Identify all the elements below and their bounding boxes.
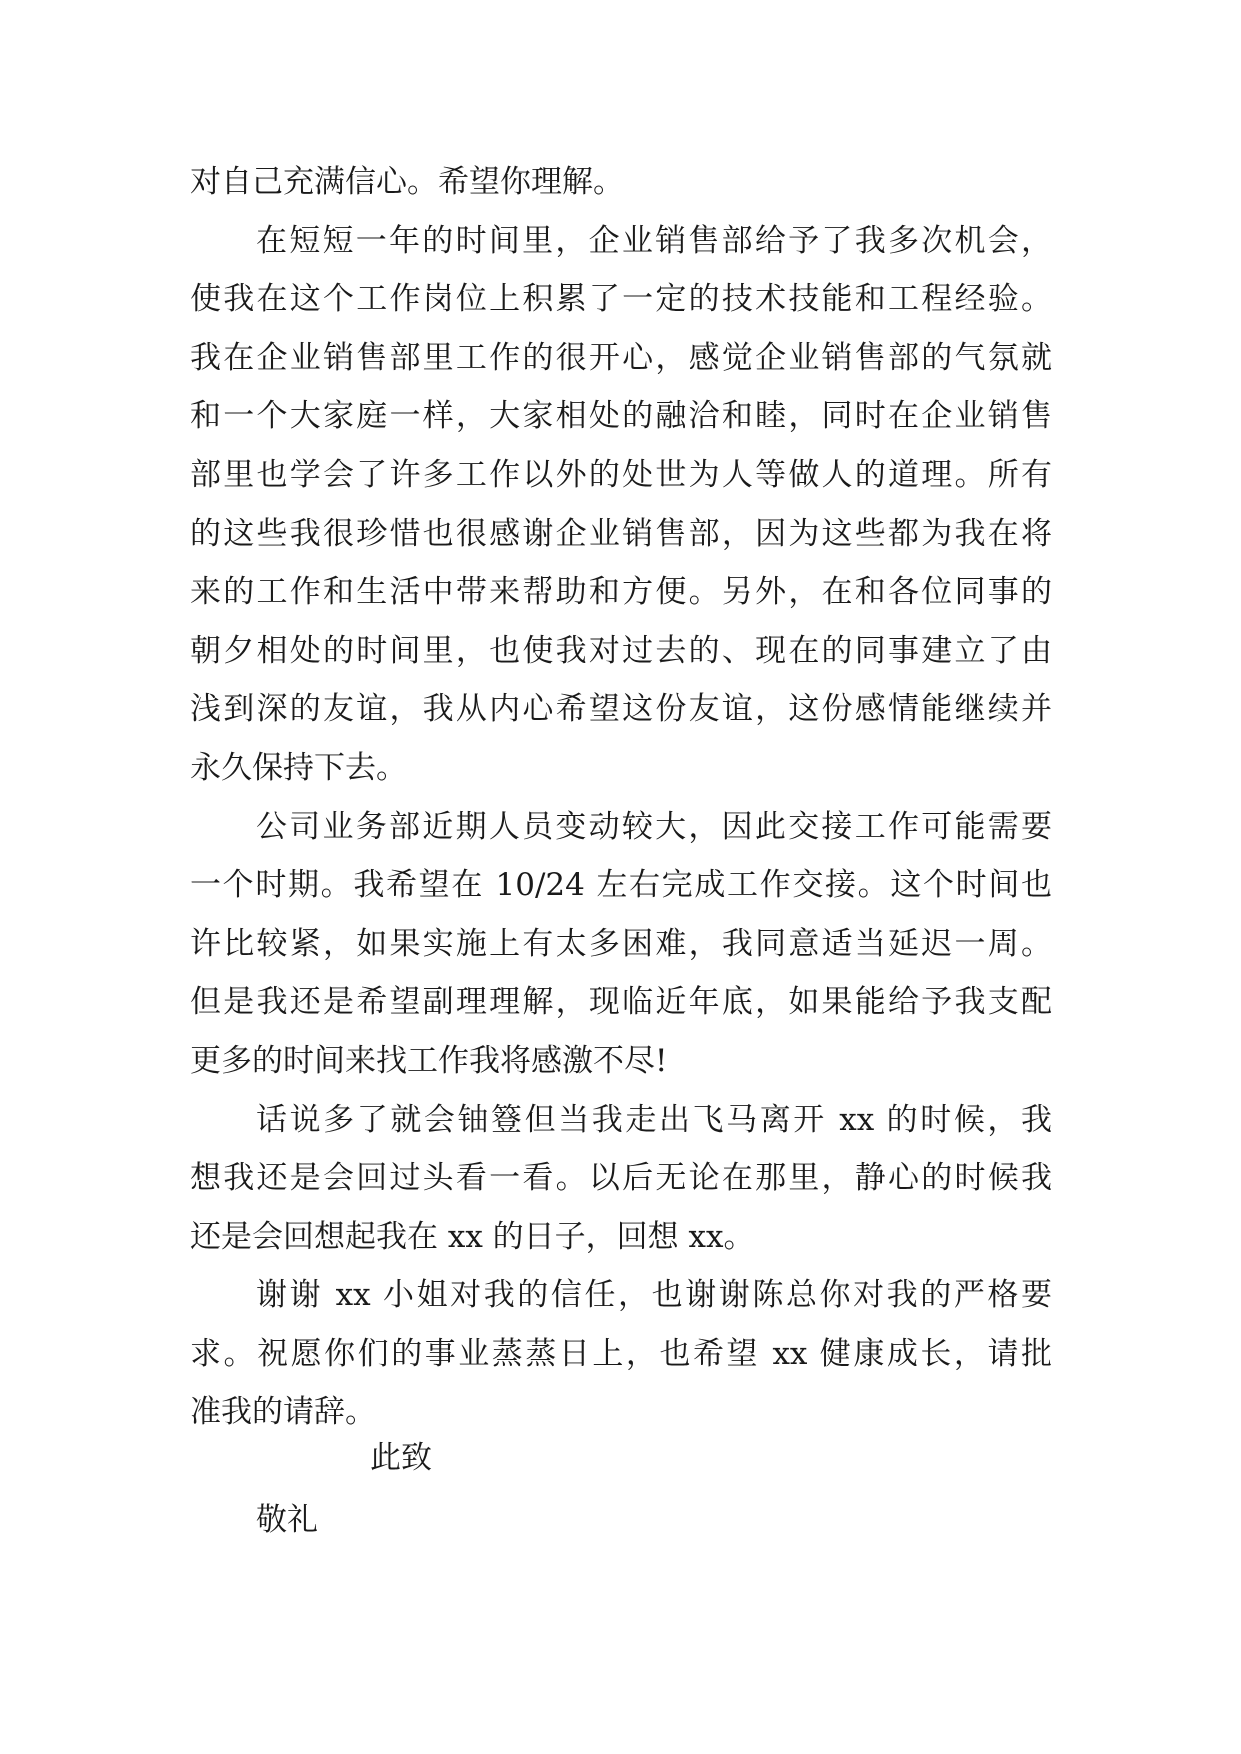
text-line: 来的工作和生活中带来帮助和方便。另外，在和各位同事的 [190,574,1052,611]
paragraph-first-line: 公司业务部近期人员变动较大，因此交接工作可能需要 [256,808,1052,845]
text-line: 浅到深的友谊，我从内心希望这份友谊，这份感情能继续并 [190,691,1052,728]
text-line: 和一个大家庭一样，大家相处的融洽和睦，同时在企业销售 [190,398,1052,435]
text-line: 但是我还是希望副理理解，现临近年底，如果能给予我支配 [190,984,1052,1021]
text-line: 更多的时间来找工作我将感激不尽! [190,1042,668,1079]
text-line: 还是会回想起我在 xx 的日子，回想 xx。 [190,1218,755,1255]
paragraph-first-line: 谢谢 xx 小姐对我的信任，也谢谢陈总你对我的严格要 [256,1277,1052,1314]
text-line: 的这些我很珍惜也很感谢企业销售部，因为这些都为我在将 [190,515,1052,552]
closing-salutation: 此致 [370,1440,432,1476]
text-line: 许比较紧，如果实施上有太多困难，我同意适当延迟一周。 [190,925,1052,962]
paragraph-first-line: 话说多了就会铀簦但当我走出飞马离开 xx 的时候，我 [256,1101,1052,1138]
text-line: 朝夕相处的时间里，也使我对过去的、现在的同事建立了由 [190,632,1052,669]
text-line: 求。祝愿你们的事业蒸蒸日上，也希望 xx 健康成长，请批 [190,1335,1052,1372]
paragraph-first-line: 在短短一年的时间里，企业销售部给予了我多次机会， [256,222,1052,259]
text-line: 使我在这个工作岗位上积累了一定的技术技能和工程经验。 [190,281,1052,318]
text-line: 部里也学会了许多工作以外的处世为人等做人的道理。所有 [190,456,1052,493]
text-line: 一个时期。我希望在 10/24 左右完成工作交接。这个时间也 [190,867,1052,904]
text-line: 对自己充满信心。希望你理解。 [190,164,624,200]
text-line: 永久保持下去。 [190,749,407,786]
text-line: 我在企业销售部里工作的很开心，感觉企业销售部的气氛就 [190,339,1052,376]
text-line: 想我还是会回过头看一看。以后无论在那里，静心的时候我 [190,1160,1052,1197]
letter-body [190,153,1052,1442]
closing-regards: 敬礼 [256,1502,318,1538]
text-line: 准我的请辞。 [190,1394,376,1431]
